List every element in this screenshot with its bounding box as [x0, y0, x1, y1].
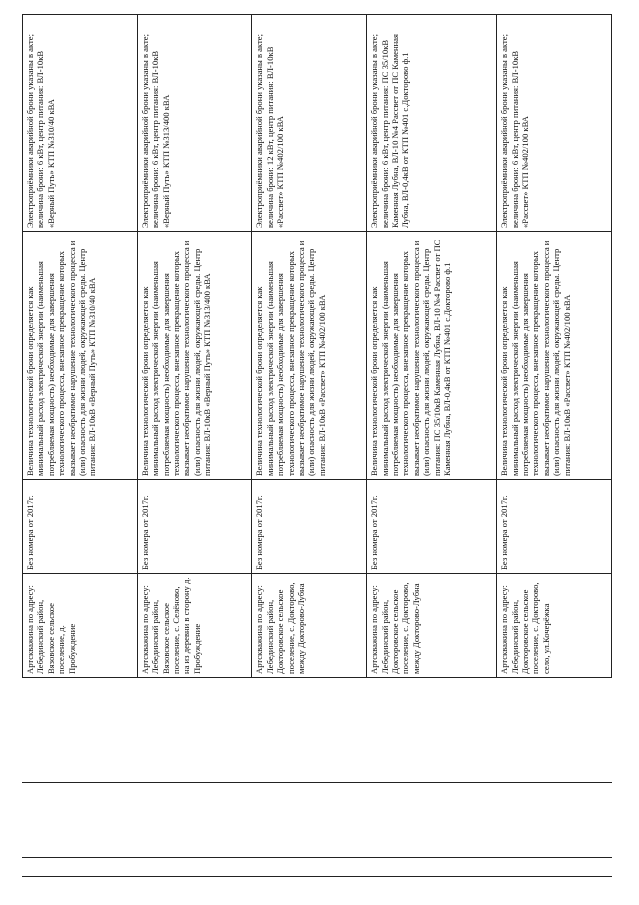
table-row — [23, 15, 138, 678]
table-row — [497, 15, 612, 678]
act-cell: Без номера от 2017г. — [367, 480, 497, 574]
act-cell: Без номера от 2017г. — [497, 480, 612, 574]
table-row — [367, 15, 497, 678]
reserve-cell: Электроприёмники аварийной брони указаны в акте; величина брони: 6 кВт, центр питания: ВЛ-10кВ «Верный Путь» КТП №310/40 кВА — [23, 15, 138, 232]
divider-line — [22, 782, 612, 783]
reserve-cell: Электроприёмники аварийной брони указаны в акте; величина брони: 12 кВт, центр питания: ВЛ-10кВ «Рассвет» КТП №402/100 кВА — [252, 15, 367, 232]
act-cell: Без номера от 2017г. — [252, 480, 367, 574]
justification-cell: Величина технологической брони определяется как минимальный расход электрической энергии (наименьшая потребляемая мощность) необходимые для завершения технологического процесса, внезапное прекращение которых вызывает необратимое нарушение технологического процесса и (или) опасность для жизни людей, окружающей среды. Центр питания: ВЛ-10кВ «Верный Путь» КТП №310/40 кВА — [23, 232, 138, 480]
justification-cell: Величина технологической брони определяется как минимальный расход электрической энергии (наименьшая потребляемая мощность) необходимые для завершения технологического процесса, внезапное прекращение которых вызывает необратимое нарушение технологического процесса и (или) опасность для жизни людей, окружающей среды. Центр питания: ПС 35/10кВ Каменная Лубна, ВЛ-10 №4 Рассвет от ПС Каменная Лубна, ВЛ-0,4кВ от КТП №401 с.Докторово ф.1 — [367, 232, 497, 480]
address-cell: Артскважина по адресу: Лебединский район, Докторовское сельское поселение, с. Докторово, село, ул.Кочерёжка — [497, 574, 612, 678]
reserve-cell: Электроприёмники аварийной брони указаны в акте; величина брони: 6 кВт, центр питания: ПС 35/10кВ Каменная Лубна, ВЛ-10 №4 Рассвет от ПС Каменная Лубна, ВЛ-0,4кВ от КТП №401 с.Докторово ф.1 — [367, 15, 497, 232]
table-row — [137, 15, 252, 678]
emergency-reserve-table — [22, 14, 612, 678]
justification-cell: Величина технологической брони определяется как минимальный расход электрической энергии (наименьшая потребляемая мощность) необходимые для завершения технологического процесса, внезапное прекращение которых вызывает необратимое нарушение технологического процесса и (или) опасность для жизни людей, окружающей среды. Центр питания: ВЛ-10кВ «Рассвет» КТП №402/100 кВА — [497, 232, 612, 480]
address-cell: Артскважина по адресу: Лебединский район, Докторовское сельское поселение, с. Докторово, между Докторово-Лубна — [252, 574, 367, 678]
table-row — [252, 15, 367, 678]
reserve-cell: Электроприёмники аварийной брони указаны в акте; величина брони: 6 кВт, центр питания: ВЛ-10кВ «Рассвет» КТП №402/100 кВА — [497, 15, 612, 232]
justification-cell: Величина технологической брони определяется как минимальный расход электрической энергии (наименьшая потребляемая мощность) необходимые для завершения технологического процесса, внезапное прекращение которых вызывает необратимое нарушение технологического процесса и (или) опасность для жизни людей, окружающей среды. Центр питания: ВЛ-10кВ «Верный Путь» КТП №313/400 кВА — [137, 232, 252, 480]
act-cell: Без номера от 2017г. — [137, 480, 252, 574]
justification-cell: Величина технологической брони определяется как минимальный расход электрической энергии (наименьшая потребляемая мощность) необходимые для завершения технологического процесса, внезапное прекращение которых вызывает необратимое нарушение технологического процесса и (или) опасность для жизни людей, окружающей среды. Центр питания: ВЛ-10кВ «Рассвет» КТП №402/100 кВА — [252, 232, 367, 480]
divider-line — [22, 876, 612, 877]
divider-line — [22, 857, 612, 858]
address-cell: Артскважина по адресу: Лебединский район, Вязовское сельское поселение, д. Пробуждение — [23, 574, 138, 678]
address-cell: Артскважина по адресу: Лебединский район, Докторовское сельское поселение, с. Докторово, между Докторово-Лубна — [367, 574, 497, 678]
reserve-cell: Электроприёмники аварийной брони указаны в акте; величина брони: 6 кВт, центр питания: ВЛ-10кВ «Верный Путь» КТП №313/400 кВА — [137, 15, 252, 232]
act-cell: Без номера от 2017г. — [23, 480, 138, 574]
address-cell: Артскважина по адресу: Лебединский район, Вязовское сельское поселение, с. Селёново, на из деревни в сторону д. Пробуждение — [137, 574, 252, 678]
